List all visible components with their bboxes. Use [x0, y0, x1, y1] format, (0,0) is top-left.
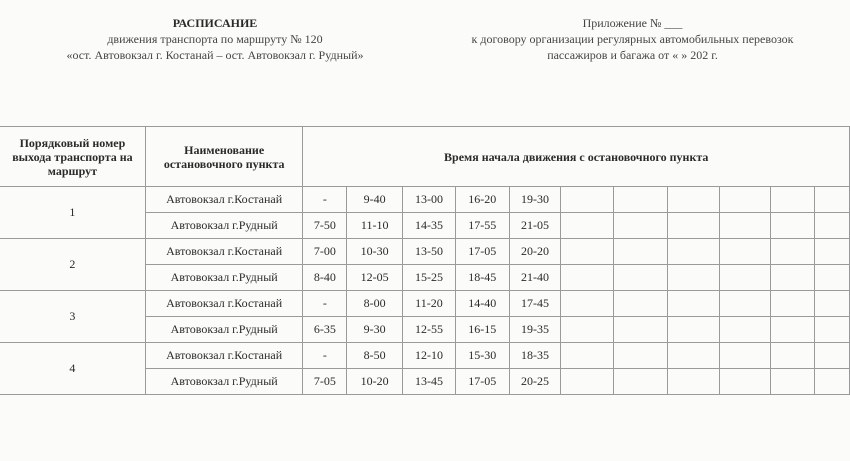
departure-time-cell: 8-40 — [303, 265, 347, 291]
departure-time-cell: - — [303, 291, 347, 317]
empty-time-cell — [613, 239, 667, 265]
departure-time-cell: 6-35 — [303, 317, 347, 343]
departure-time-cell: 12-10 — [403, 343, 456, 369]
empty-time-cell — [720, 369, 771, 395]
empty-time-cell — [667, 187, 720, 213]
schedule-route-stops: «ост. Автовокзал г. Костанай – ост. Автовокзал г. Рудный» — [66, 48, 364, 62]
departure-time-cell: 15-30 — [455, 343, 509, 369]
appendix-number: Приложение № ___ — [582, 16, 683, 30]
empty-time-cell — [667, 369, 720, 395]
stop-name-cell: Автовокзал г.Костанай — [145, 291, 303, 317]
appendix-contract: к договору организации регулярных автомобильных перевозок — [471, 32, 794, 46]
departure-time-cell: 15-25 — [403, 265, 456, 291]
departure-time-cell: 17-05 — [455, 369, 509, 395]
empty-time-cell — [770, 265, 815, 291]
empty-time-cell — [667, 213, 720, 239]
exit-number-cell: 3 — [0, 291, 145, 343]
empty-time-cell — [561, 291, 614, 317]
empty-time-cell — [815, 187, 850, 213]
departure-time-header: Время начала движения с остановочного пункта — [303, 127, 850, 187]
stop-name-cell: Автовокзал г.Рудный — [145, 317, 303, 343]
empty-time-cell — [770, 291, 815, 317]
departure-time-cell: 12-55 — [403, 317, 456, 343]
empty-time-cell — [815, 369, 850, 395]
schedule-route: движения транспорта по маршруту № 120 — [107, 32, 323, 46]
empty-time-cell — [561, 265, 614, 291]
stop-name-cell: Автовокзал г.Костанай — [145, 239, 303, 265]
departure-time-cell: 14-40 — [455, 291, 509, 317]
departure-time-cell: 7-50 — [303, 213, 347, 239]
departure-time-cell: 21-05 — [509, 213, 561, 239]
empty-time-cell — [613, 317, 667, 343]
empty-time-cell — [770, 343, 815, 369]
departure-time-cell: 9-30 — [347, 317, 403, 343]
departure-time-cell: 11-10 — [347, 213, 403, 239]
empty-time-cell — [613, 343, 667, 369]
departure-time-cell: 7-05 — [303, 369, 347, 395]
departure-time-cell: 13-45 — [403, 369, 456, 395]
empty-time-cell — [720, 213, 771, 239]
stop-name-cell: Автовокзал г.Рудный — [145, 213, 303, 239]
appendix-date: пассажиров и багажа от « » 202 г. — [547, 48, 718, 62]
departure-time-cell: 20-20 — [509, 239, 561, 265]
table-row — [0, 187, 850, 213]
empty-time-cell — [613, 265, 667, 291]
departure-time-cell: 10-30 — [347, 239, 403, 265]
table-header-row — [0, 127, 850, 187]
empty-time-cell — [613, 291, 667, 317]
empty-time-cell — [667, 239, 720, 265]
schedule-title: РАСПИСАНИЕ — [172, 16, 258, 30]
departure-time-cell: 19-35 — [509, 317, 561, 343]
empty-time-cell — [561, 239, 614, 265]
table-row — [0, 239, 850, 265]
exit-number-cell: 1 — [0, 187, 145, 239]
departure-time-cell: - — [303, 343, 347, 369]
schedule-header — [40, 15, 390, 63]
departure-time-cell: 8-00 — [347, 291, 403, 317]
empty-time-cell — [613, 369, 667, 395]
departure-time-cell: 21-40 — [509, 265, 561, 291]
table-row — [0, 343, 850, 369]
empty-time-cell — [720, 187, 771, 213]
schedule-table — [0, 126, 850, 395]
departure-time-cell: 14-35 — [403, 213, 456, 239]
empty-time-cell — [815, 317, 850, 343]
stop-name-cell: Автовокзал г.Рудный — [145, 369, 303, 395]
empty-time-cell — [561, 187, 614, 213]
table-row — [0, 291, 850, 317]
empty-time-cell — [667, 265, 720, 291]
appendix-header — [440, 15, 825, 63]
empty-time-cell — [720, 291, 771, 317]
departure-time-cell: 13-00 — [403, 187, 456, 213]
empty-time-cell — [561, 213, 614, 239]
empty-time-cell — [815, 291, 850, 317]
empty-time-cell — [770, 317, 815, 343]
departure-time-cell: 17-55 — [455, 213, 509, 239]
departure-time-cell: 18-45 — [455, 265, 509, 291]
departure-time-cell: 17-45 — [509, 291, 561, 317]
empty-time-cell — [770, 369, 815, 395]
departure-time-cell: 16-15 — [455, 317, 509, 343]
empty-time-cell — [561, 343, 614, 369]
empty-time-cell — [720, 343, 771, 369]
stop-name-header: Наименование остановочного пункта — [145, 127, 303, 187]
departure-time-cell: 9-40 — [347, 187, 403, 213]
stop-name-cell: Автовокзал г.Костанай — [145, 343, 303, 369]
empty-time-cell — [720, 265, 771, 291]
departure-time-cell: 19-30 — [509, 187, 561, 213]
empty-time-cell — [667, 343, 720, 369]
exit-number-header: Порядковый номер выхода транспорта на маршрут — [0, 127, 145, 187]
departure-time-cell: 17-05 — [455, 239, 509, 265]
empty-time-cell — [815, 239, 850, 265]
departure-time-cell: 11-20 — [403, 291, 456, 317]
empty-time-cell — [561, 369, 614, 395]
empty-time-cell — [667, 317, 720, 343]
empty-time-cell — [561, 317, 614, 343]
departure-time-cell: 13-50 — [403, 239, 456, 265]
empty-time-cell — [667, 291, 720, 317]
empty-time-cell — [720, 239, 771, 265]
exit-number-cell: 2 — [0, 239, 145, 291]
departure-time-cell: 18-35 — [509, 343, 561, 369]
empty-time-cell — [815, 343, 850, 369]
departure-time-cell: 12-05 — [347, 265, 403, 291]
departure-time-cell: - — [303, 187, 347, 213]
empty-time-cell — [770, 187, 815, 213]
exit-number-cell: 4 — [0, 343, 145, 395]
empty-time-cell — [720, 317, 771, 343]
empty-time-cell — [770, 239, 815, 265]
departure-time-cell: 16-20 — [455, 187, 509, 213]
empty-time-cell — [770, 213, 815, 239]
empty-time-cell — [613, 213, 667, 239]
empty-time-cell — [815, 265, 850, 291]
departure-time-cell: 20-25 — [509, 369, 561, 395]
empty-time-cell — [815, 213, 850, 239]
empty-time-cell — [613, 187, 667, 213]
table-body — [0, 187, 850, 395]
departure-time-cell: 10-20 — [347, 369, 403, 395]
stop-name-cell: Автовокзал г.Рудный — [145, 265, 303, 291]
departure-time-cell: 7-00 — [303, 239, 347, 265]
stop-name-cell: Автовокзал г.Костанай — [145, 187, 303, 213]
departure-time-cell: 8-50 — [347, 343, 403, 369]
